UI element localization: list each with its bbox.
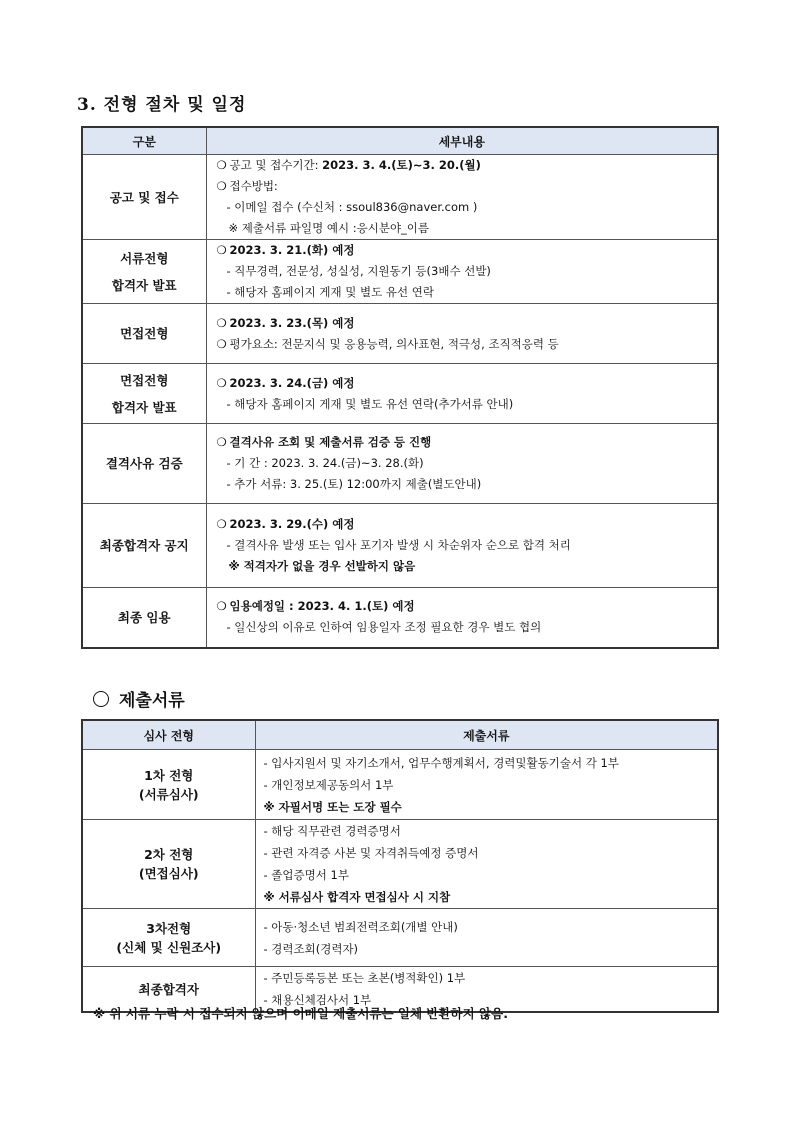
schedule-details-cell — [206, 155, 718, 240]
header-details: 세부내용 — [206, 127, 718, 155]
circle-bullet-icon: ❍ — [216, 158, 227, 172]
detail-bold-text: 2023. 3. 4.(토)~3. 20.(월) — [322, 158, 481, 172]
detail-sub-text: - 추가 서류: 3. 25.(토) 12:00까지 제출(별도안내) — [226, 477, 482, 491]
category-label-line: 면접전형 — [120, 372, 169, 388]
document-item: - 아동·청소년 범죄전력조회(개별 안내) — [263, 919, 458, 934]
documents-list-cell — [255, 750, 718, 820]
section-heading: 3. 전형 절차 및 일정 — [77, 95, 247, 115]
circle-bullet-icon: ❍ — [216, 375, 227, 390]
detail-line — [217, 334, 718, 355]
detail-sub-text: - 결격사유 발생 또는 입사 포기자 발생 시 차순위자 순으로 합격 처리 — [226, 538, 571, 552]
stage-label-line: 3차전형 — [146, 920, 192, 936]
circle-bullet-icon: ❍ — [216, 435, 227, 449]
detail-bold-text: 2023. 3. 24.(금) 예정 — [229, 375, 355, 390]
schedule-details-cell — [206, 364, 718, 424]
detail-line — [217, 261, 718, 282]
schedule-details-cell — [206, 240, 718, 304]
detail-bold-text: 2023. 3. 29.(수) 예정 — [229, 517, 355, 531]
schedule-table — [81, 126, 719, 649]
detail-sub-text: - 이메일 접수 (수신처 : ssoul836@naver.com ) — [226, 200, 478, 214]
schedule-category-cell — [82, 364, 206, 424]
schedule-details-cell — [206, 424, 718, 504]
schedule-row — [82, 504, 718, 588]
schedule-table-header — [82, 127, 718, 155]
detail-line — [217, 282, 718, 303]
detail-text: 공고 및 접수기간: — [229, 158, 323, 172]
footnote: ※ 위 서류 누락 시 접수되지 않으며 이메일 제출서류는 일체 반환하지 않음. — [93, 1006, 508, 1021]
detail-line — [217, 556, 718, 577]
document-item: - 채용신체검사서 1부 — [263, 993, 372, 1007]
circle-bullet-icon — [93, 691, 109, 707]
stage-label-line: (면접심사) — [138, 866, 199, 881]
documents-table — [81, 719, 719, 1013]
schedule-category-cell — [82, 588, 206, 648]
document-line — [264, 938, 718, 960]
detail-line — [217, 514, 718, 535]
detail-line — [217, 617, 718, 638]
detail-line — [217, 535, 718, 556]
detail-sub-text: - 기 간 : 2023. 3. 24.(금)~3. 28.(화) — [226, 456, 424, 470]
schedule-row — [82, 588, 718, 648]
documents-section-title — [93, 686, 185, 711]
document-item: - 주민등록등본 또는 초본(병적확인) 1부 — [263, 971, 466, 985]
document-item: - 해당 직무관련 경력증명서 — [263, 824, 401, 838]
header-stage: 심사 전형 — [82, 720, 255, 750]
documents-list-cell — [255, 909, 718, 967]
detail-line — [217, 313, 718, 334]
detail-line — [217, 176, 718, 197]
detail-sub-text: - 해당자 홈페이지 게재 및 별도 유선 연락 — [226, 285, 434, 299]
schedule-row — [82, 155, 718, 240]
document-item: - 개인정보제공동의서 1부 — [263, 777, 394, 792]
schedule-details-cell — [206, 588, 718, 648]
circle-bullet-icon: ❍ — [216, 243, 227, 257]
document-line — [264, 842, 718, 864]
documents-row — [82, 750, 718, 820]
stage-label-line: 최종합격자 — [138, 981, 199, 997]
category-label-line: 공고 및 접수 — [109, 189, 179, 205]
document-line — [264, 796, 718, 818]
schedule-row — [82, 424, 718, 504]
document-line — [264, 864, 718, 886]
document-item: - 입사지원서 및 자기소개서, 업무수행계획서, 경력및활동기술서 각 1부 — [263, 755, 619, 770]
documents-stage-cell — [82, 750, 255, 820]
detail-text: 평가요소: 전문지식 및 응용능력, 의사표현, 적극성, 조직적응력 등 — [229, 336, 559, 351]
stage-label-line: (서류심사) — [138, 786, 199, 802]
schedule-row — [82, 240, 718, 304]
detail-line — [217, 197, 718, 218]
schedule-row — [82, 364, 718, 424]
document-line — [264, 820, 718, 842]
detail-line — [217, 453, 718, 474]
header-documents: 제출서류 — [255, 720, 718, 750]
category-label-line: 합격자 발표 — [111, 277, 177, 293]
category-label-line: 면접전형 — [120, 326, 169, 341]
detail-line — [217, 373, 718, 394]
detail-bold-text: 임용예정일 : 2023. 4. 1.(토) 예정 — [229, 599, 415, 614]
detail-line — [217, 240, 718, 261]
detail-reference-note: ※ 적격자가 없을 경우 선발하지 않음 — [228, 559, 416, 573]
schedule-category-cell — [82, 304, 206, 364]
documents-table-header — [82, 720, 718, 750]
category-label-line: 결격사유 검증 — [105, 456, 183, 471]
detail-text: 접수방법: — [229, 179, 278, 193]
schedule-category-cell — [82, 504, 206, 588]
documents-title-text: 제출서류 — [119, 691, 185, 711]
category-label-line: 서류전형 — [120, 250, 169, 266]
circle-bullet-icon: ❍ — [216, 315, 227, 330]
documents-stage-cell — [82, 820, 255, 909]
detail-sub-text: - 일신상의 이유로 인하여 임용일자 조정 필요한 경우 별도 협의 — [226, 620, 542, 635]
schedule-category-cell — [82, 424, 206, 504]
header-category: 구분 — [82, 127, 206, 155]
detail-line — [217, 432, 718, 453]
documents-list-cell — [255, 820, 718, 909]
document-line — [264, 916, 718, 938]
detail-line — [217, 218, 718, 239]
document-item: - 관련 자격증 사본 및 자격취득예정 증명서 — [263, 846, 479, 860]
circle-bullet-icon: ❍ — [216, 517, 227, 531]
detail-bold-text: 2023. 3. 23.(목) 예정 — [229, 315, 355, 330]
document-line — [264, 774, 718, 796]
document-item: - 졸업증명서 1부 — [263, 868, 349, 882]
document-item: - 경력조회(경력자) — [263, 941, 359, 956]
stage-label-line: 1차 전형 — [144, 767, 194, 783]
document-note: ※ 서류심사 합격자 면접심사 시 지참 — [263, 890, 451, 904]
detail-bold-text: 결격사유 조회 및 제출서류 검증 등 진행 — [229, 435, 432, 449]
detail-reference-note: ※ 제출서류 파일명 예시 :응시분야_이름 — [228, 221, 430, 235]
schedule-row — [82, 304, 718, 364]
circle-bullet-icon: ❍ — [216, 599, 227, 614]
stage-label-line: 2차 전형 — [144, 847, 194, 862]
documents-row — [82, 820, 718, 909]
category-label-line: 최종합격자 공지 — [99, 538, 189, 553]
circle-bullet-icon: ❍ — [216, 179, 227, 193]
detail-line — [217, 474, 718, 495]
schedule-details-cell — [206, 304, 718, 364]
document-line — [264, 886, 718, 908]
document-line — [264, 752, 718, 774]
circle-bullet-icon: ❍ — [216, 336, 227, 351]
detail-line — [217, 596, 718, 617]
detail-line — [217, 155, 718, 176]
document-line — [264, 967, 718, 989]
detail-sub-text: - 해당자 홈페이지 게재 및 별도 유선 연락(추가서류 안내) — [226, 396, 514, 411]
schedule-details-cell — [206, 504, 718, 588]
detail-bold-text: 2023. 3. 21.(화) 예정 — [229, 243, 355, 257]
stage-label-line: (신체 및 신원조사) — [116, 939, 222, 955]
document-note: ※ 자필서명 또는 도장 필수 — [263, 799, 402, 814]
documents-row — [82, 909, 718, 967]
detail-line — [217, 394, 718, 415]
documents-stage-cell — [82, 909, 255, 967]
schedule-category-cell — [82, 240, 206, 304]
detail-sub-text: - 직무경력, 전문성, 성실성, 지원동기 등(3배수 선발) — [226, 264, 491, 278]
category-label-line: 최종 임용 — [117, 609, 171, 625]
category-label-line: 합격자 발표 — [111, 399, 177, 415]
schedule-category-cell — [82, 155, 206, 240]
